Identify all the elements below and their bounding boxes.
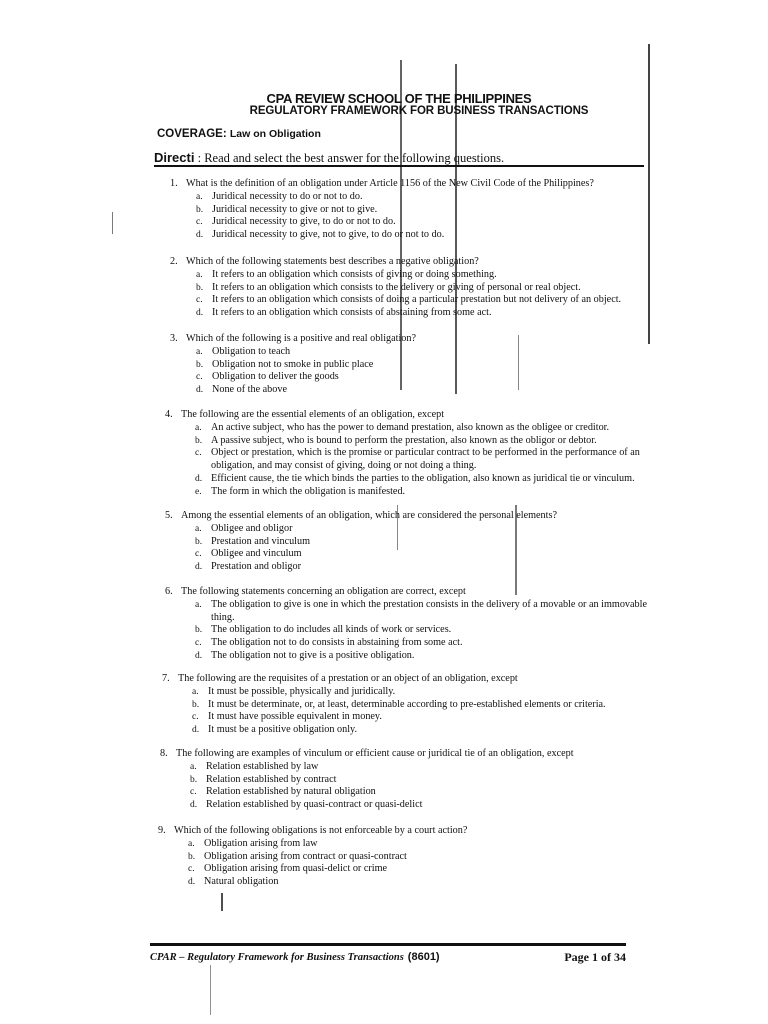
option-letter: c. (188, 864, 195, 875)
answer-option[interactable] (192, 686, 606, 699)
option-text: Efficient cause, the tie which binds the parties to the obligation, also known as juridical tie or vinculum. (211, 472, 635, 484)
question-item (170, 333, 416, 397)
question-number: 6. (165, 586, 173, 597)
option-text: The obligation not to give is a positive obligation. (211, 649, 415, 661)
option-letter: a. (196, 346, 203, 357)
answer-option[interactable] (195, 561, 557, 574)
answer-option[interactable] (195, 637, 651, 650)
answer-option[interactable] (192, 711, 606, 724)
question-text: Among the essential elements of an obligation, which are considered the personal elements? (181, 510, 557, 521)
question-number: 5. (165, 510, 173, 521)
option-text: Obligation to teach (212, 345, 291, 357)
option-text: Obligee and vinculum (211, 548, 302, 560)
answer-option[interactable] (195, 435, 651, 448)
option-letter: b. (192, 699, 200, 710)
page-number: Page 1 of 34 (564, 950, 626, 964)
option-letter: a. (195, 599, 202, 610)
question-stem (170, 256, 621, 269)
question-number: 3. (170, 333, 178, 344)
option-text: It must have possible equivalent in money. (208, 711, 382, 723)
answer-option[interactable] (196, 191, 594, 204)
option-text: Relation established by law (206, 760, 319, 772)
answer-option[interactable] (195, 486, 651, 499)
option-letter: d. (190, 800, 198, 811)
option-letter: b. (196, 359, 204, 370)
question-item (162, 673, 606, 737)
answer-option[interactable] (190, 761, 574, 774)
footer-code: (8601) (407, 951, 440, 963)
option-letter: c. (195, 549, 202, 560)
option-list (165, 523, 557, 574)
option-letter: c. (195, 448, 202, 459)
option-letter: d. (195, 562, 203, 573)
option-letter: b. (196, 282, 204, 293)
option-letter: d. (195, 473, 203, 484)
option-list (158, 838, 467, 889)
answer-option[interactable] (192, 699, 606, 712)
option-letter: a. (195, 523, 202, 534)
question-item (170, 256, 621, 320)
option-letter: c. (196, 217, 203, 228)
question-stem (165, 409, 651, 422)
question-stem (158, 825, 467, 838)
option-letter: a. (196, 191, 203, 202)
answer-option[interactable] (195, 650, 651, 663)
option-text: Juridical necessity to give, not to give, to do or not to do. (212, 229, 445, 241)
option-letter: e. (195, 486, 202, 497)
answer-option[interactable] (195, 447, 651, 473)
coverage-value: Law on Obligation (229, 128, 321, 140)
option-letter: d. (196, 385, 204, 396)
question-text: The following are the requisites of a prestation or an object of an obligation, except (178, 673, 518, 684)
option-list (170, 269, 621, 320)
option-list (170, 191, 594, 242)
option-letter: b. (196, 204, 204, 215)
answer-option[interactable] (190, 786, 574, 799)
question-text: Which of the following is a positive and real obligation? (186, 333, 417, 344)
question-item (165, 510, 557, 574)
option-text: Obligation to deliver the goods (212, 371, 339, 383)
question-number: 2. (170, 256, 178, 267)
answer-option[interactable] (190, 774, 574, 787)
question-text: Which of the following obligations is not enforceable by a court action? (174, 825, 468, 836)
question-number: 9. (158, 825, 166, 836)
option-letter: c. (190, 787, 197, 798)
answer-option[interactable] (188, 863, 467, 876)
option-text: Juridical necessity to give, to do or not to do. (212, 216, 396, 228)
answer-option[interactable] (195, 473, 651, 486)
answer-option[interactable] (195, 599, 651, 625)
option-text: The obligation not to do consists in abstaining from some act. (211, 637, 463, 649)
option-text: It refers to an obligation which consists of doing a particular prestation but not delivery of an object. (212, 294, 622, 306)
option-letter: a. (188, 838, 195, 849)
option-text: It refers to an obligation which consists to the delivery or giving of personal or real object. (212, 281, 581, 293)
answer-option[interactable] (196, 204, 594, 217)
option-text: Relation established by quasi-contract or quasi-delict (206, 799, 423, 811)
answer-option[interactable] (195, 624, 651, 637)
school-name: CPA REVIEW SCHOOL OF THE PHILIPPINES (266, 91, 532, 106)
option-letter: a. (190, 761, 197, 772)
option-text: A passive subject, who is bound to perform the prestation, also known as the obligor or debtor. (211, 434, 597, 446)
option-text: It must be possible, physically and juridically. (208, 685, 396, 697)
question-stem (165, 510, 557, 523)
answer-option[interactable] (195, 548, 557, 561)
option-text: It must be determinate, or, at least, determinable according to pre-established elements or criteria. (208, 698, 606, 710)
answer-option[interactable] (192, 724, 606, 737)
option-letter: a. (195, 422, 202, 433)
option-letter: b. (188, 851, 196, 862)
option-text: Relation established by contract (206, 773, 337, 785)
option-text: Relation established by natural obligation (206, 786, 376, 798)
question-number: 7. (162, 673, 170, 684)
option-text: Prestation and obligor (211, 561, 301, 573)
subject-title: REGULATORY FRAMEWORK FOR BUSINESS TRANSACTIONS (249, 105, 589, 117)
question-stem (170, 178, 594, 191)
option-letter: c. (192, 712, 199, 723)
option-letter: a. (196, 269, 203, 280)
option-text: The form in which the obligation is manifested. (211, 485, 406, 497)
option-text: It must be a positive obligation only. (208, 724, 358, 736)
option-letter: a. (192, 686, 199, 697)
answer-option[interactable] (196, 371, 416, 384)
option-letter: b. (190, 774, 198, 785)
option-text: Juridical necessity to do or not to do. (212, 190, 363, 202)
option-letter: d. (195, 650, 203, 661)
question-text: What is the definition of an obligation under Article 1156 of the New Civil Code of the Philippines? (186, 178, 594, 189)
question-stem (162, 673, 606, 686)
option-letter: b. (195, 435, 203, 446)
option-text: The obligation to give is one in which the prestation consists in the delivery of a movable or an immovable thing. (211, 598, 647, 623)
option-list (162, 686, 606, 737)
answer-option[interactable] (196, 346, 416, 359)
coverage-label: COVERAGE: (157, 128, 227, 140)
directions-text: : Read and select the best answer for the following questions. (197, 151, 505, 165)
option-text: Obligation arising from law (204, 837, 318, 849)
question-text: The following statements concerning an obligation are correct, except (181, 586, 466, 597)
answer-option[interactable] (196, 229, 594, 242)
footer-divider (150, 943, 626, 946)
option-letter: c. (196, 372, 203, 383)
question-text: Which of the following statements best describes a negative obligation? (186, 256, 479, 267)
question-item (170, 178, 594, 242)
option-text: None of the above (212, 384, 287, 396)
answer-option[interactable] (196, 294, 621, 307)
option-letter: c. (196, 295, 203, 306)
option-text: It refers to an obligation which consists of abstaining from some act. (212, 307, 492, 319)
option-text: Obligee and obligor (211, 522, 293, 534)
option-letter: d. (196, 308, 204, 319)
option-text: The obligation to do includes all kinds of work or services. (211, 624, 452, 636)
option-text: It refers to an obligation which consists of giving or doing something. (212, 268, 497, 280)
answer-option[interactable] (196, 359, 416, 372)
option-letter: d. (188, 877, 196, 888)
option-text: An active subject, who has the power to demand prestation, also known as the obligee or creditor. (211, 421, 610, 433)
question-item (158, 825, 467, 889)
question-stem (170, 333, 416, 346)
directions-label: Directi (154, 150, 195, 165)
answer-option[interactable] (196, 216, 594, 229)
option-letter: c. (195, 638, 202, 649)
option-list (165, 422, 651, 499)
option-text: Prestation and vinculum (211, 535, 311, 547)
answer-option[interactable] (196, 384, 416, 397)
option-text: Obligation arising from quasi-delict or crime (204, 863, 388, 875)
option-text: Juridical necessity to give or not to give. (212, 203, 378, 215)
answer-option[interactable] (188, 876, 467, 889)
question-text: The following are examples of vinculum or efficient cause or juridical tie of an obligation, except (176, 748, 574, 759)
answer-option[interactable] (190, 799, 574, 812)
footer-title (150, 951, 440, 963)
option-letter: b. (195, 625, 203, 636)
option-list (165, 599, 651, 663)
question-stem (165, 586, 651, 599)
footer-title-text: CPAR – Regulatory Framework for Business Transactions (150, 952, 404, 963)
answer-option[interactable] (196, 269, 621, 282)
question-item (165, 409, 651, 499)
answer-option[interactable] (188, 851, 467, 864)
answer-option[interactable] (196, 307, 621, 320)
answer-option[interactable] (196, 282, 621, 295)
question-item (165, 586, 651, 663)
answer-option[interactable] (195, 536, 557, 549)
option-letter: d. (196, 230, 204, 241)
option-list (170, 346, 416, 397)
question-number: 1. (170, 178, 178, 189)
option-letter: d. (192, 725, 200, 736)
question-item (160, 748, 574, 812)
answer-option[interactable] (195, 523, 557, 536)
answer-option[interactable] (195, 422, 651, 435)
answer-option[interactable] (188, 838, 467, 851)
option-text: Object or prestation, which is the promise or particular contract to be performed in the performance of an obligation, and may consist of giving, doing or not doing a thing. (211, 447, 640, 472)
option-letter: b. (195, 536, 203, 547)
question-number: 8. (160, 748, 168, 759)
question-number: 4. (165, 409, 173, 420)
option-text: Natural obligation (204, 876, 279, 888)
option-list (160, 761, 574, 812)
option-text: Obligation arising from contract or quasi-contract (204, 850, 407, 862)
question-stem (160, 748, 574, 761)
option-text: Obligation not to smoke in public place (212, 358, 374, 370)
question-text: The following are the essential elements of an obligation, except (181, 409, 445, 420)
